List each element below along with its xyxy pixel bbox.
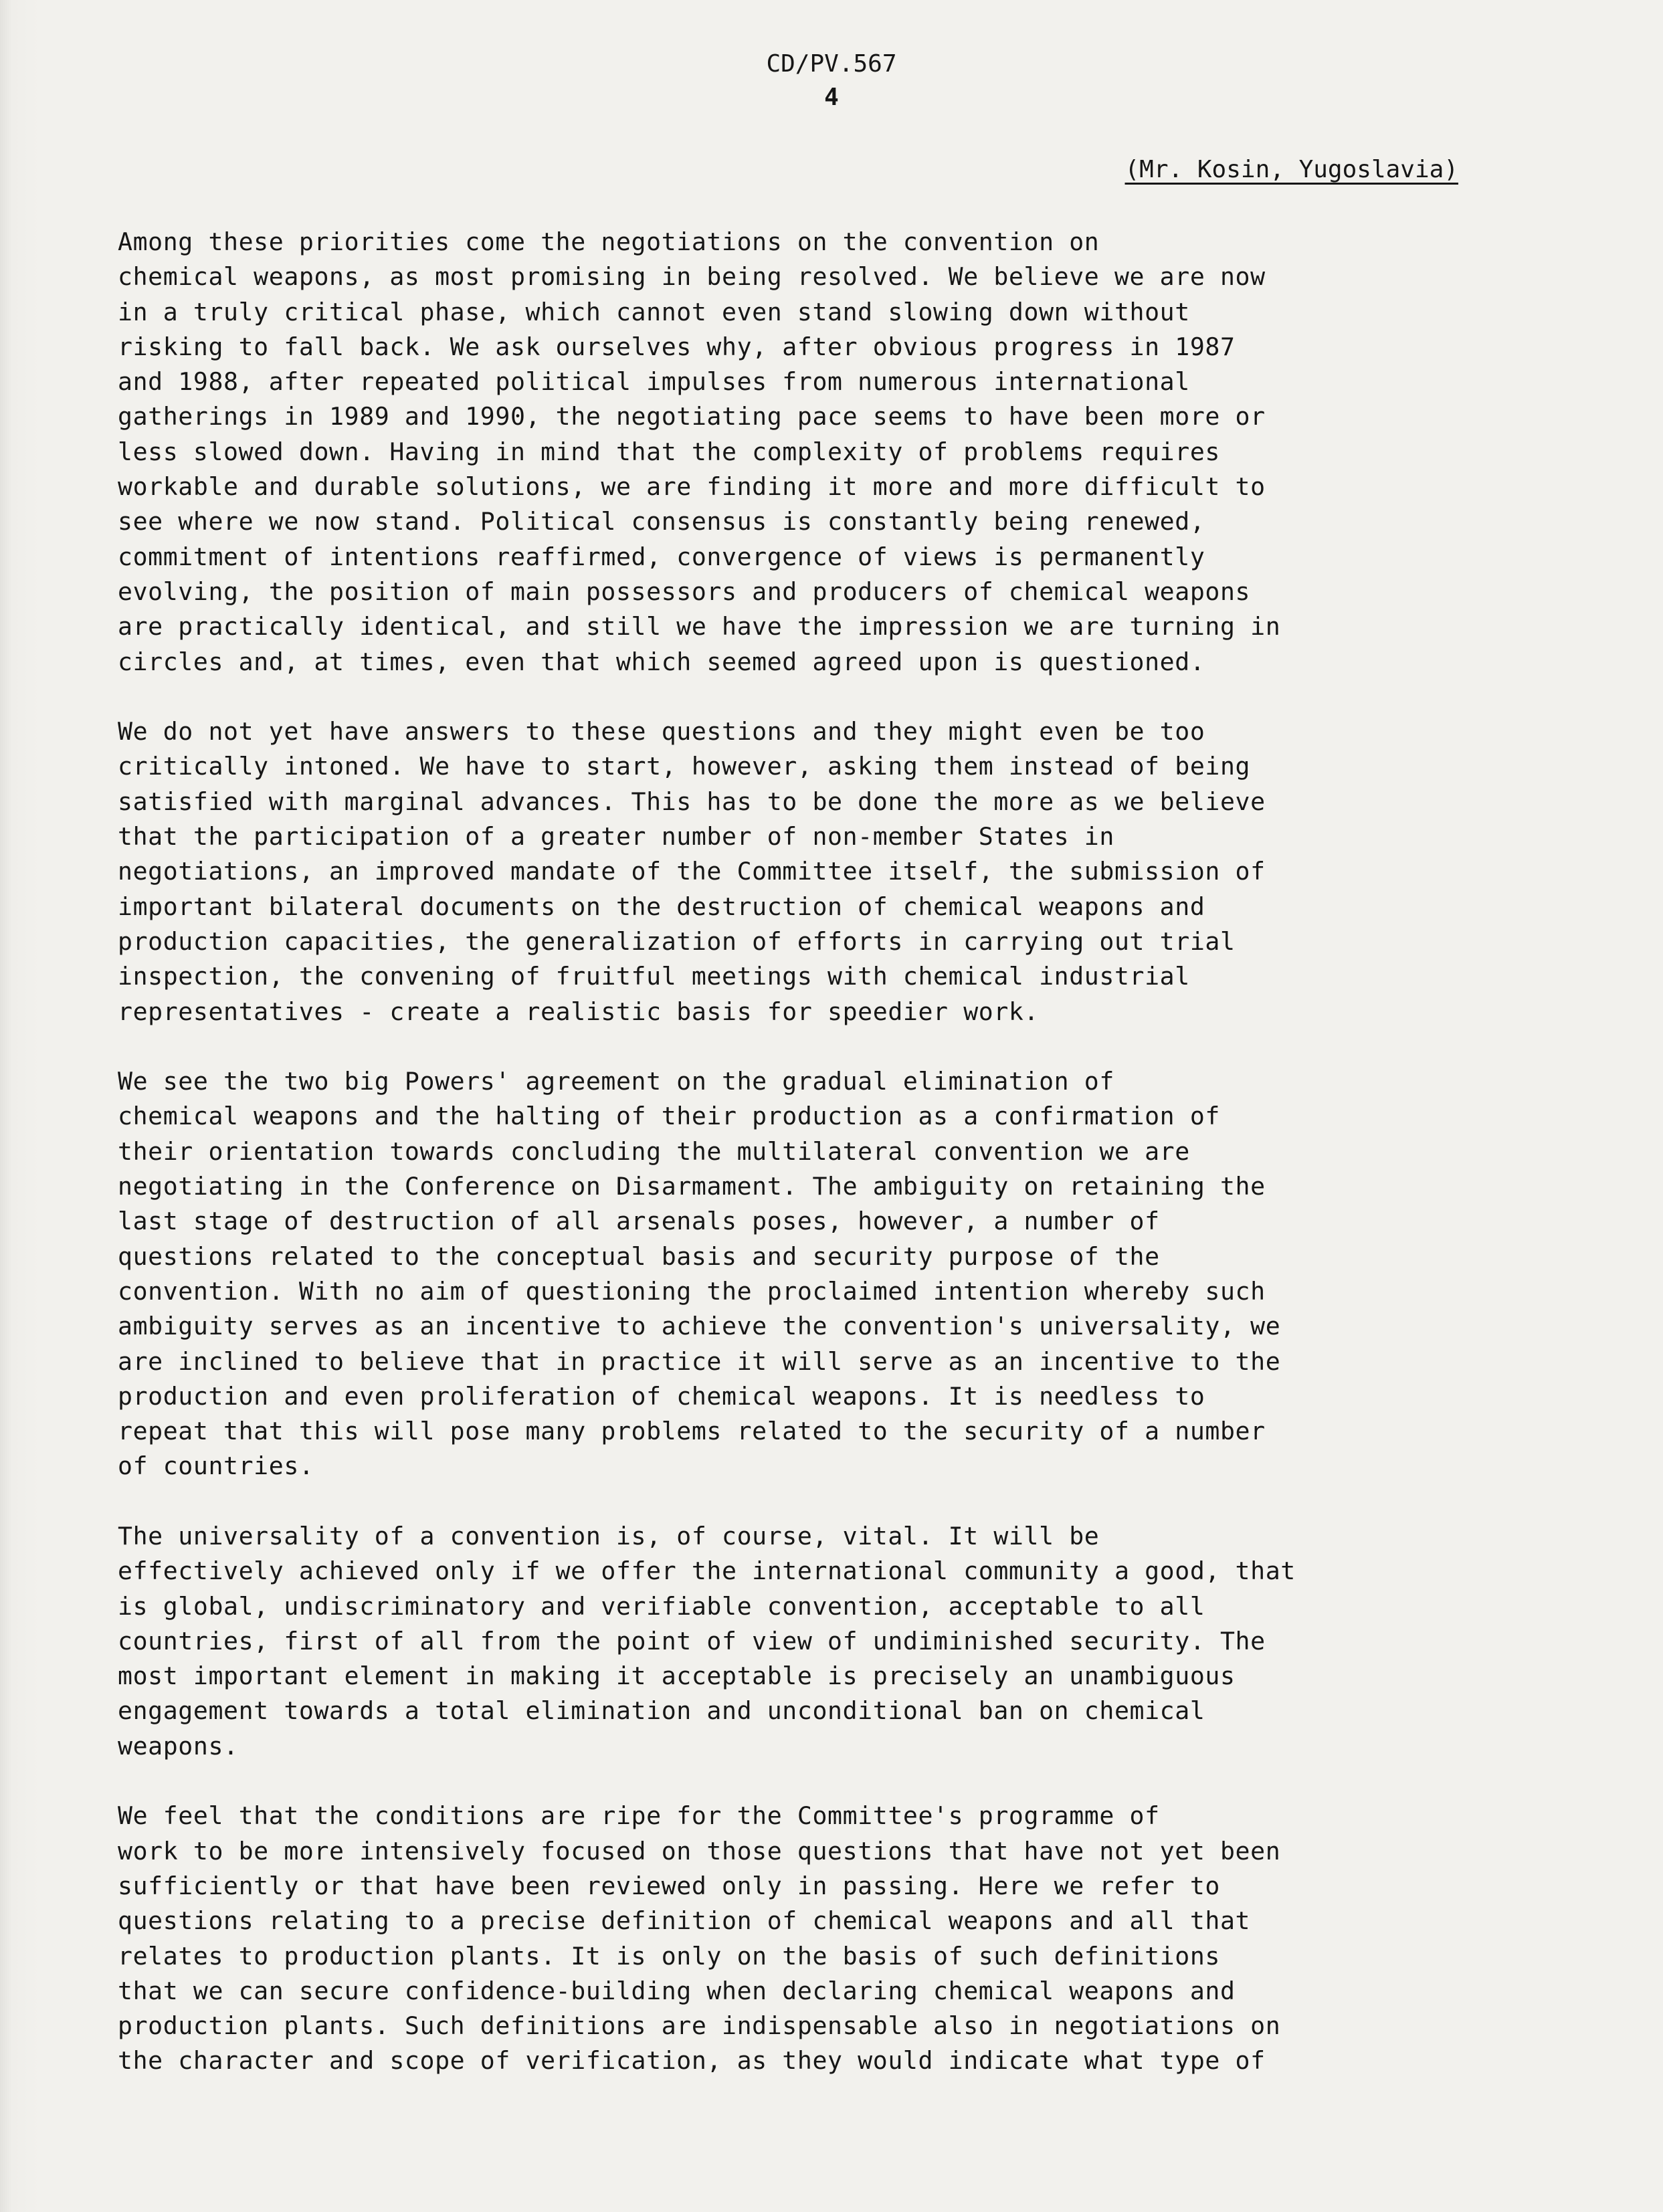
paragraph: We feel that the conditions are ripe for the Committee's programme of work to be more intensively focused on those questions that have not yet been sufficiently or that have been reviewed only in passing. Here we refer to questions relating to a precise definition of chemical weapons and all that relates to production plants. It is only on the basis of such definitions that we can secure confidence-building when declaring chemical weapons and production plants. Such definitions are indispensable also in negotiations on the character and scope of verification, as they would indicate what type of	[118, 1801, 1281, 2076]
document-symbol: CD/PV.567	[766, 50, 897, 78]
paragraph: We see the two big Powers' agreement on the gradual elimination of chemical weapons and the halting of their production as a confirmation of their orientation towards concluding the multilateral convention we are negotiating in the Conference on Disarmament. The ambiguity on retaining the last stage of destruction of all arsenals poses, however, a number of questions related to the conceptual basis and security purpose of the convention. With no aim of questioning the proclaimed intention whereby such ambiguity serves as an incentive to achieve the convention's universality, we are inclined to believe that in practice it will serve as an incentive to the production and even proliferation of chemical weapons. It is needless to repeat that this will pose many problems related to the security of a number of countries.	[118, 1067, 1281, 1481]
statement-body	[118, 225, 1476, 2114]
page-number: 4	[824, 84, 839, 111]
paragraph: Among these priorities come the negotiations on the convention on chemical weapons, as most promising in being resolved. We believe we are now in a truly critical phase, which cannot even stand slowing down without risking to fall back. We ask ourselves why, after obvious progress in 1987 and 1988, after repeated political impulses from numerous international gatherings in 1989 and 1990, the negotiating pace seems to have been more or less slowed down. Having in mind that the complexity of problems requires workable and durable solutions, we are finding it more and more difficult to see where we now stand. Political consensus is constantly being renewed, commitment of intentions reaffirmed, convergence of views is permanently evolving, the position of main possessors and producers of chemical weapons are practically identical, and still we have the impression we are turning in circles and, at times, even that which seemed agreed upon is questioned.	[118, 227, 1281, 676]
speaker-name: (Mr. Kosin, Yugoslavia)	[1124, 156, 1458, 183]
paragraph: The universality of a convention is, of course, vital. It will be effectively achieved only if we offer the international community a good, that is global, undiscriminatory and verifiable convention, acceptable to all countries, first of all from the point of view of undiminished security. The most important element in making it acceptable is precisely an unambiguous engagement towards a total elimination and unconditional ban on chemical weapons.	[118, 1521, 1296, 1761]
paragraph: We do not yet have answers to these questions and they might even be too critically intoned. We have to start, however, asking them instead of being satisfied with marginal advances. This has to be done the more as we believe that the participation of a greater number of non-member States in negotiations, an improved mandate of the Committee itself, the submission of important bilateral documents on the destruction of chemical weapons and production capacities, the generalization of efforts in carrying out trial inspection, the convening of fruitful meetings with chemical industrial representatives - create a realistic basis for speedier work.	[118, 717, 1266, 1026]
speaker-attribution	[1125, 155, 1459, 185]
